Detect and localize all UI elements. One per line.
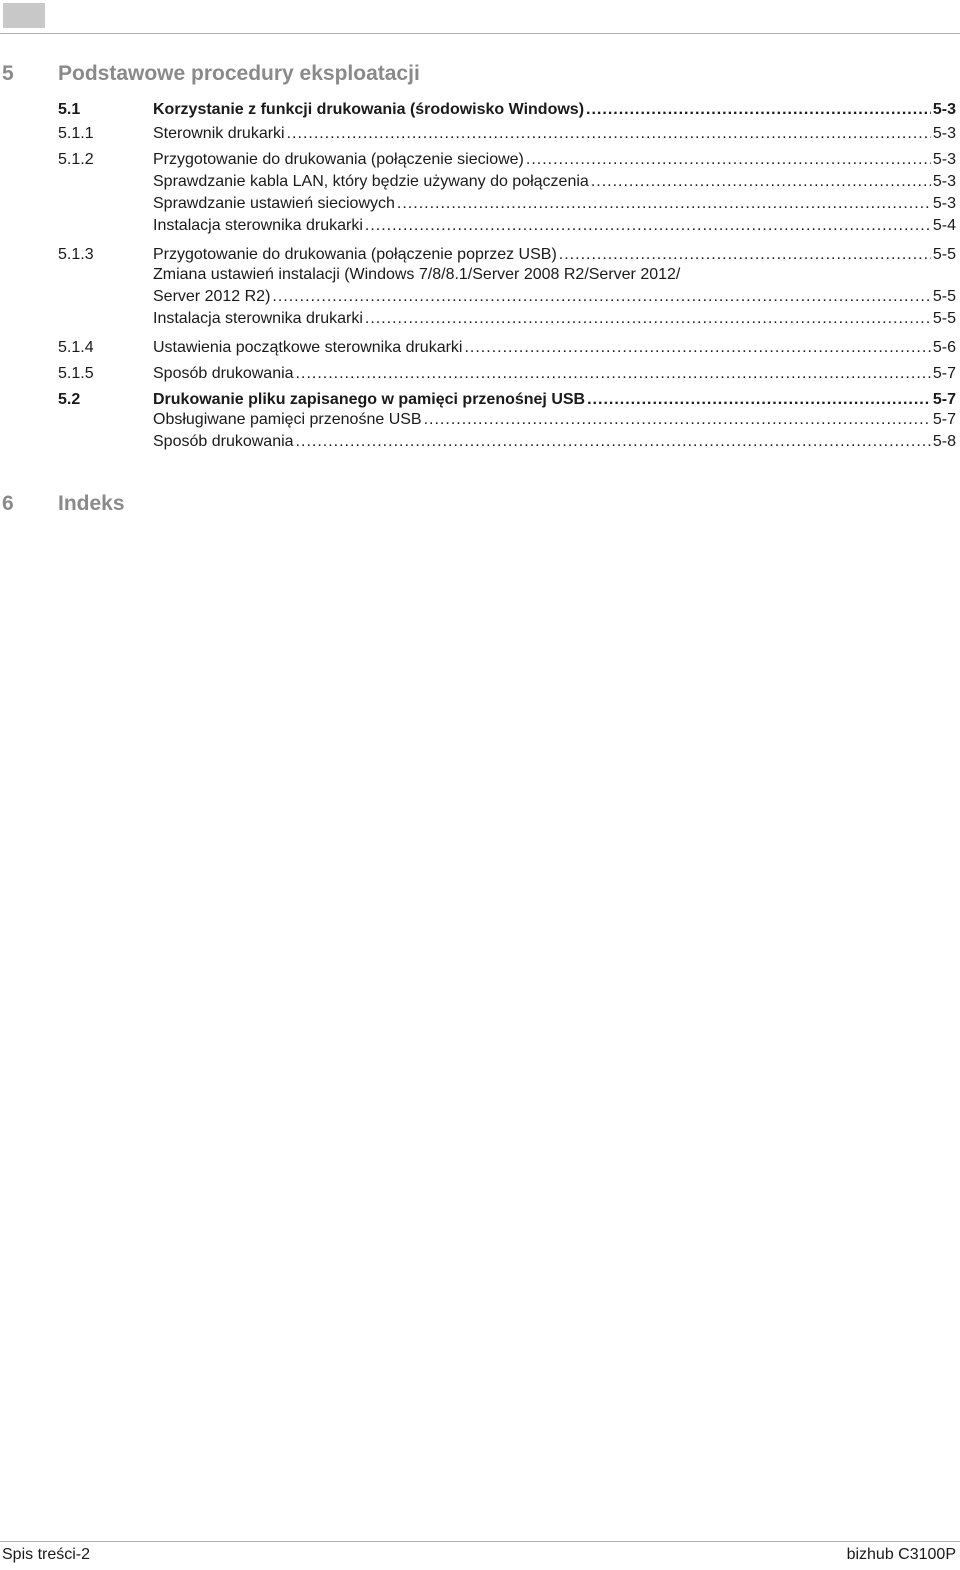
dot-leader bbox=[464, 337, 930, 359]
toc-entry-5-1-2[interactable] bbox=[0, 149, 960, 171]
dot-leader bbox=[365, 215, 931, 237]
chapter-number: 5 bbox=[2, 62, 14, 85]
toc-entry-5-1-4[interactable] bbox=[0, 337, 960, 359]
toc-page: 5-6 bbox=[932, 339, 956, 356]
toc-number: 5.1.1 bbox=[58, 125, 94, 142]
toc-page: 5-3 bbox=[932, 151, 956, 168]
dot-leader bbox=[587, 389, 931, 411]
toc-page: 5-5 bbox=[932, 288, 956, 305]
dot-leader bbox=[365, 308, 931, 330]
footer-page-label: Spis treści-2 bbox=[2, 1546, 91, 1563]
chapter-number: 6 bbox=[2, 492, 14, 515]
toc-page: 5-3 bbox=[932, 101, 956, 118]
toc-number: 5.1.4 bbox=[58, 339, 94, 356]
toc-text: Drukowanie pliku zapisanego w pamięci przenośnej USB bbox=[153, 391, 586, 408]
toc-page: 5-5 bbox=[932, 246, 956, 263]
toc-text: Sterownik drukarki bbox=[153, 125, 285, 142]
header-divider bbox=[0, 33, 960, 34]
dot-leader bbox=[586, 99, 931, 121]
toc-text: Instalacja sterownika drukarki bbox=[153, 217, 363, 234]
toc-page: 5-3 bbox=[932, 195, 956, 212]
toc-number: 5.2 bbox=[58, 391, 81, 408]
toc-page: 5-5 bbox=[932, 310, 956, 327]
toc-entry-5-1-1[interactable] bbox=[0, 123, 960, 145]
footer-divider bbox=[0, 1541, 960, 1542]
toc-text: Obsługiwane pamięci przenośne USB bbox=[153, 411, 422, 428]
chapter-heading-5 bbox=[0, 60, 960, 88]
dot-leader bbox=[397, 193, 931, 215]
toc-text: Korzystanie z funkcji drukowania (środowisko Windows) bbox=[153, 101, 585, 118]
toc-entry-install-settings-line2[interactable] bbox=[0, 286, 960, 308]
toc-text: Zmiana ustawień instalacji (Windows 7/8/8.1/Server 2008 R2/Server 2012/ bbox=[153, 266, 681, 283]
toc-entry-driver-install-2[interactable] bbox=[0, 308, 960, 330]
chapter-title: Indeks bbox=[58, 492, 125, 515]
toc-entry-driver-install-1[interactable] bbox=[0, 215, 960, 237]
toc-number: 5.1.2 bbox=[58, 151, 94, 168]
toc-number: 5.1.3 bbox=[58, 246, 94, 263]
header-corner-block bbox=[3, 3, 45, 28]
toc-text: Server 2012 R2) bbox=[153, 288, 271, 305]
toc-entry-5-2[interactable] bbox=[0, 389, 960, 411]
toc-entry-printing-method[interactable] bbox=[0, 431, 960, 453]
dot-leader bbox=[296, 363, 931, 385]
toc-number: 5.1 bbox=[58, 101, 81, 118]
toc-page: 5-7 bbox=[932, 391, 956, 408]
dot-leader bbox=[287, 123, 931, 145]
toc-entry-network-settings[interactable] bbox=[0, 193, 960, 215]
dot-leader bbox=[559, 244, 931, 266]
toc-page: 5-7 bbox=[932, 365, 956, 382]
toc-entry-5-1[interactable] bbox=[0, 99, 960, 121]
chapter-title: Podstawowe procedury eksploatacji bbox=[58, 62, 420, 85]
dot-leader bbox=[591, 171, 931, 193]
toc-page: 5-7 bbox=[932, 411, 956, 428]
toc-entry-5-1-3[interactable] bbox=[0, 244, 960, 266]
toc-text: Sprawdzanie kabla LAN, który będzie używany do połączenia bbox=[153, 173, 589, 190]
chapter-heading-6 bbox=[0, 490, 960, 518]
toc-text: Instalacja sterownika drukarki bbox=[153, 310, 363, 327]
toc-text: Sposób drukowania bbox=[153, 433, 294, 450]
toc-page: 5-3 bbox=[932, 173, 956, 190]
toc-entry-usb-memory[interactable] bbox=[0, 409, 960, 431]
dot-leader bbox=[424, 409, 931, 431]
toc-page: 5-8 bbox=[932, 433, 956, 450]
toc-entry-5-1-5[interactable] bbox=[0, 363, 960, 385]
toc-text: Przygotowanie do drukowania (połączenie poprzez USB) bbox=[153, 246, 557, 263]
toc-text: Ustawienia początkowe sterownika drukarki bbox=[153, 339, 463, 356]
toc-entry-lan-cable[interactable] bbox=[0, 171, 960, 193]
toc-text: Sposób drukowania bbox=[153, 365, 294, 382]
toc-text: Sprawdzanie ustawień sieciowych bbox=[153, 195, 395, 212]
toc-entry-install-settings-line1[interactable] bbox=[0, 264, 960, 286]
dot-leader bbox=[272, 286, 930, 308]
footer-product-name: bizhub C3100P bbox=[846, 1546, 956, 1563]
toc-number: 5.1.5 bbox=[58, 365, 94, 382]
toc-text: Przygotowanie do drukowania (połączenie sieciowe) bbox=[153, 151, 524, 168]
dot-leader bbox=[296, 431, 931, 453]
toc-page: 5-4 bbox=[932, 217, 956, 234]
dot-leader bbox=[526, 149, 931, 171]
toc-page: 5-3 bbox=[932, 125, 956, 142]
